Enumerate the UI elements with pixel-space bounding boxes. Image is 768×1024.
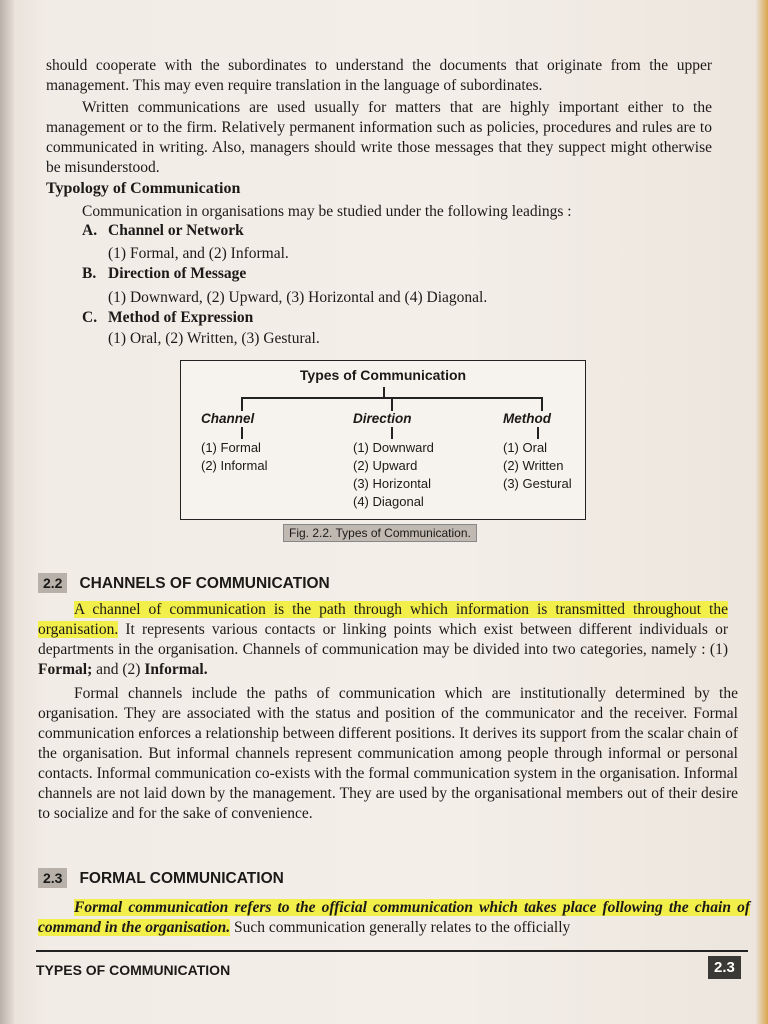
diagram-connector [541,397,543,411]
section-2-3-paragraph-1: Formal communication refers to the official communication which takes place following the chain of command in the organisation. Such communication generally relates to the officially [38,899,750,936]
diagram-title: Types of Communication [299,367,467,383]
page-number: 2.3 [708,956,741,979]
section-heading-2-2: 2.2 CHANNELS OF COMMUNICATION [38,573,330,593]
figure-caption: Fig. 2.2. Types of Communication. [283,524,477,542]
intro-paragraph-2: Written communications are used usually for matters that are highly important either to the management or to the firm. Relatively permanent information such as policies, procedures and rules are to communicated in writing. Also, managers should write those messages that they suppect might otherwise be misunderstood. [46,99,712,176]
highlighted-definition: A channel of communication is the path through which information is transmitted throughout the organisation. [38,601,728,638]
highlighted-definition: Formal communication refers to the official communication which takes place following the chain of command in the organisation. [38,899,750,936]
typology-item-b-options: (1) Downward, (2) Upward, (3) Horizontal and (4) Diagonal. [108,289,488,306]
diagram-connector [391,397,393,411]
section-2-2-paragraph-1: A channel of communication is the path through which information is transmitted throughout the organisation. It represents various contacts or linking points which exist between different individuals or departments in the organisation. Channels of communication may be divided into two categories, namely : (1) Formal; and (2) Informal. [38,601,728,678]
typology-heading: Typology of Communication [46,180,241,197]
diagram-column-method: Method (1) Oral (2) Written (3) Gestural [503,411,572,491]
section-number: 2.3 [38,868,67,888]
diagram-connector [383,387,385,397]
section-heading-2-3: 2.3 FORMAL COMMUNICATION [38,868,284,888]
types-of-communication-diagram [180,360,586,520]
diagram-column-direction: Direction (1) Downward (2) Upward (3) Horizontal (4) Diagonal [353,411,434,509]
typology-item-c-options: (1) Oral, (2) Written, (3) Gestural. [108,330,320,347]
intro-paragraph-1: should cooperate with the subordinates to understand the documents that originate from the upper management. This may even require translation in the language of subordinates. [46,57,712,94]
running-footer-title: TYPES OF COMMUNICATION [36,962,231,978]
typology-item-a-options: (1) Formal, and (2) Informal. [108,245,289,262]
typology-item-b: B. Direction of Message [82,265,247,282]
typology-intro: Communication in organisations may be studied under the following leadings : [82,203,572,220]
section-2-2-paragraph-2: Formal channels include the paths of communication which are institutionally determined by the organisation. They are associated with the status and position of the communicator and the receiver. Formal communication enforces a relationship between different positions. It derives its support from the scalar chain of the organisation. But informal channels represent communication among people through informal or personal contacts. Informal communication co-exists with the formal communication system in the organisation. Informal channels are not laid down by the management. They are used by the organisational members out of their desire to socialize and for the sake of convenience. [38,685,738,822]
typology-item-c: C. Method of Expression [82,309,254,326]
page-edge [756,0,768,1024]
typology-item-a: A. Channel or Network [82,222,244,239]
book-spine-shadow [0,0,14,1024]
diagram-column-channel: Channel (1) Formal (2) Informal [201,411,268,473]
diagram-connector [241,397,243,411]
section-number: 2.2 [38,573,67,593]
footer-rule [36,950,748,952]
